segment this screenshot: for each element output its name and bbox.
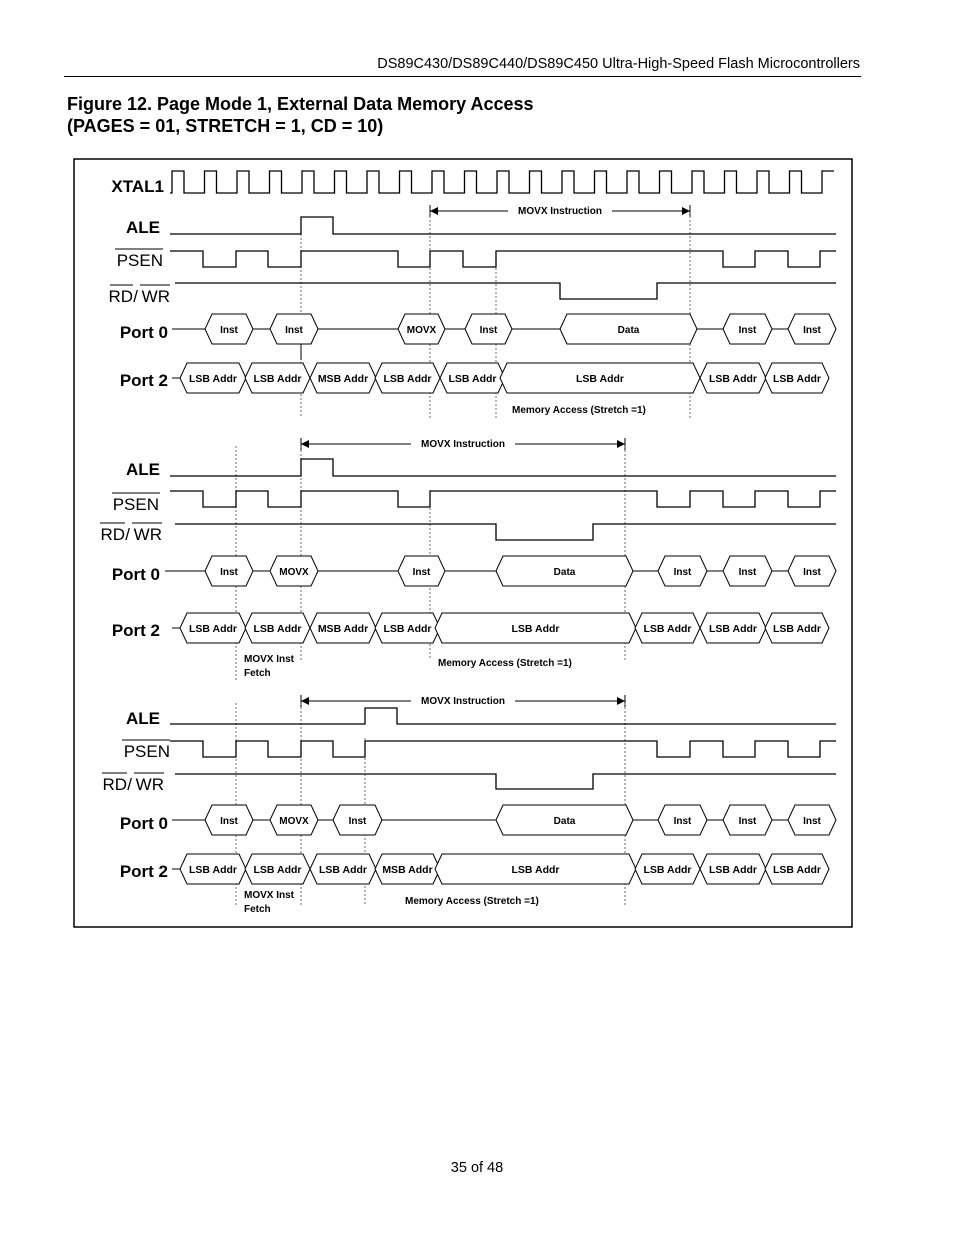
- port2-s3-segment-label: LSB Addr: [188, 864, 238, 876]
- rd-wr-slash: /: [133, 287, 138, 306]
- port0-s2-segment-label: Inst: [738, 567, 757, 578]
- port2-s2-segment-label: LSB Addr: [188, 623, 238, 635]
- port0-s3-segment-label: Inst: [348, 816, 367, 827]
- port0-s1-segment-label: Data: [617, 325, 640, 336]
- memory-access-label: Memory Access (Stretch =1): [438, 658, 572, 669]
- xtal1-waveform: [170, 171, 834, 193]
- movx-instruction-label: MOVX Instruction: [421, 696, 505, 707]
- port2-label: Port 2: [119, 371, 168, 390]
- port0-s1-segment-label: Inst: [738, 325, 757, 336]
- ale-label: ALE: [126, 460, 160, 479]
- movx-instruction-label: MOVX Instruction: [421, 439, 505, 450]
- port2-s1-segment-label: LSB Addr: [575, 373, 625, 385]
- port0-s2-segment-label: Inst: [673, 567, 692, 578]
- xtal1-label: XTAL1: [111, 177, 164, 196]
- rd-label: RD: [100, 525, 125, 544]
- port0-s3-segment-label: Inst: [220, 816, 238, 827]
- arrow-head-left: [430, 207, 438, 215]
- movx-inst-fetch-label: Fetch: [244, 904, 271, 915]
- arrow-head-right: [617, 440, 625, 448]
- port0-s1-segment-label: Inst: [220, 325, 238, 336]
- port2-s3-segment-label: MSB Addr: [382, 864, 433, 876]
- wr-label: WR: [141, 287, 170, 306]
- psen-label: PSEN: [116, 251, 163, 270]
- arrow-head-left: [301, 440, 309, 448]
- arrow-head-right: [682, 207, 690, 215]
- port2-s2-segment-label: LSB Addr: [772, 623, 822, 635]
- port2-s2-segment-label: LSB Addr: [643, 623, 692, 635]
- figure-title: Figure 12. Page Mode 1, External Data Memory Access: [67, 94, 534, 114]
- ale-waveform: [170, 459, 836, 476]
- port2-s3-segment-label: LSB Addr: [318, 864, 368, 876]
- port0-s1-segment-label: Inst: [285, 325, 303, 336]
- port2-s2-segment-label: LSB Addr: [511, 623, 560, 635]
- port0-label: Port 0: [111, 565, 160, 584]
- psen-label: PSEN: [123, 742, 170, 761]
- port2-s2-segment-label: MSB Addr: [317, 623, 369, 635]
- port2-s1-segment-label: LSB Addr: [188, 373, 238, 385]
- port0-s3-segment-label: Inst: [673, 816, 692, 827]
- memory-access-label: Memory Access (Stretch =1): [405, 896, 539, 907]
- document-header: DS89C430/DS89C440/DS89C450 Ultra-High-Speed Flash Microcontrollers: [377, 56, 860, 72]
- port2-s3-segment-label: LSB Addr: [708, 864, 758, 876]
- arrow-head-right: [617, 697, 625, 705]
- port2-s1-segment-label: LSB Addr: [708, 373, 758, 385]
- port0-s1-segment-label: Inst: [479, 325, 498, 336]
- rd-wr-waveform: [175, 524, 836, 540]
- rd-label: RD: [102, 775, 127, 794]
- port2-s1-segment-label: MSB Addr: [317, 373, 369, 385]
- arrow-head-left: [301, 697, 309, 705]
- movx-inst-fetch-label: Fetch: [244, 668, 271, 679]
- port2-s1-segment-label: LSB Addr: [448, 373, 497, 385]
- port2-s1-segment-label: LSB Addr: [253, 373, 302, 385]
- port0-s2-segment-label: Inst: [220, 567, 238, 578]
- port0-s2-segment-label: Inst: [412, 567, 431, 578]
- port0-s1-segment-label: MOVX: [406, 325, 437, 336]
- ale-label: ALE: [126, 709, 160, 728]
- port0-label: Port 0: [119, 323, 168, 342]
- movx-inst-fetch-label: MOVX Inst: [244, 654, 295, 665]
- port0-s2-segment-label: Data: [553, 567, 576, 578]
- psen-waveform: [170, 491, 836, 507]
- port2-s3-segment-label: LSB Addr: [772, 864, 822, 876]
- rd-wr-waveform: [175, 774, 836, 789]
- port2-label: Port 2: [111, 621, 160, 640]
- port2-s2-segment-label: LSB Addr: [253, 623, 302, 635]
- port0-s3-segment-label: Inst: [738, 816, 757, 827]
- psen-waveform: [170, 741, 836, 757]
- ale-waveform: [170, 708, 836, 724]
- port2-s3-segment-label: LSB Addr: [511, 864, 560, 876]
- rd-wr-slash: /: [125, 525, 130, 544]
- movx-inst-fetch-label: MOVX Inst: [244, 890, 295, 901]
- port2-label: Port 2: [119, 862, 168, 881]
- port2-s3-segment-label: LSB Addr: [643, 864, 692, 876]
- rd-wr-slash: /: [127, 775, 132, 794]
- wr-label: WR: [135, 775, 164, 794]
- rd-wr-waveform: [175, 283, 836, 299]
- port0-label: Port 0: [119, 814, 168, 833]
- port0-s3-segment-label: MOVX: [279, 816, 309, 827]
- ale-waveform: [170, 217, 836, 234]
- port0-s3-segment-label: Inst: [803, 816, 821, 827]
- wr-label: WR: [133, 525, 162, 544]
- figure-subtitle: (PAGES = 01, STRETCH = 1, CD = 10): [67, 116, 384, 136]
- port0-s3-segment-label: Data: [553, 816, 576, 827]
- ale-label: ALE: [126, 218, 160, 237]
- movx-instruction-label: MOVX Instruction: [518, 206, 602, 217]
- port2-s1-segment-label: LSB Addr: [772, 373, 822, 385]
- rd-label: RD: [108, 287, 133, 306]
- port2-s1-segment-label: LSB Addr: [383, 373, 432, 385]
- page-number: 35 of 48: [450, 1160, 504, 1176]
- port0-s2-segment-label: Inst: [803, 567, 821, 578]
- port2-s2-segment-label: LSB Addr: [708, 623, 758, 635]
- port0-s1-segment-label: Inst: [803, 325, 821, 336]
- memory-access-label: Memory Access (Stretch =1): [512, 405, 646, 416]
- port0-s2-segment-label: MOVX: [279, 567, 309, 578]
- port2-s3-segment-label: LSB Addr: [253, 864, 302, 876]
- port2-s2-segment-label: LSB Addr: [383, 623, 432, 635]
- psen-waveform: [170, 251, 836, 267]
- psen-label: PSEN: [112, 495, 159, 514]
